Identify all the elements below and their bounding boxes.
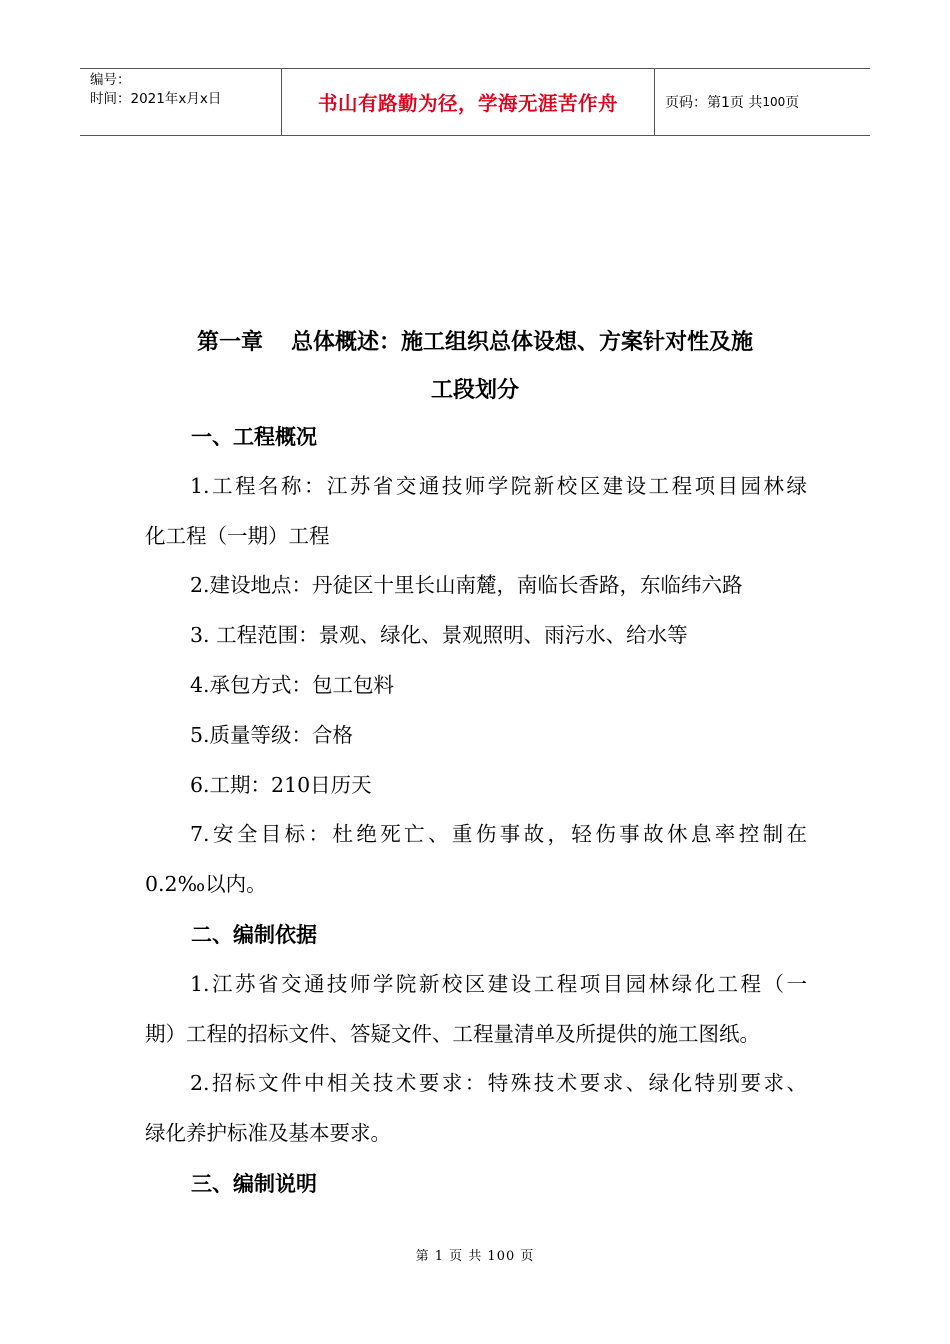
paragraph-line: 1.工程名称：江苏省交通技师学院新校区建设工程项目园林绿	[190, 473, 807, 498]
paragraph-line: 绿化养护标准及基本要求。	[145, 1121, 391, 1146]
paragraph-line: 期）工程的招标文件、答疑文件、工程量清单及所提供的施工图纸。	[145, 1021, 760, 1046]
paragraph-line: 1.江苏省交通技师学院新校区建设工程项目园林绿化工程（一	[190, 971, 807, 996]
section-heading: 三、编制说明	[191, 1170, 317, 1196]
section-heading: 一、工程概况	[191, 424, 317, 449]
paragraph-line: 4.承包方式：包工包料	[190, 672, 395, 697]
chapter-title-line2: 工段划分	[430, 377, 519, 403]
section-heading: 二、编制依据	[191, 921, 317, 947]
chapter-title-line1	[145, 318, 805, 366]
paragraph-line: 2.招标文件中相关技术要求：特殊技术要求、绿化特别要求、	[190, 1071, 807, 1096]
header-table	[80, 68, 870, 136]
paragraph-line: 化工程（一期）工程	[145, 523, 330, 548]
paragraph-line: 7.安全目标：杜绝死亡、重伤事故，轻伤事故休息率控制在	[190, 822, 807, 847]
page-info-suffix: 页	[785, 95, 800, 111]
page-info-total: 100	[762, 95, 786, 109]
document-time-label: 时间：2021年x月x日	[90, 91, 222, 107]
paragraph-line: 6.工期：210日历天	[190, 772, 372, 797]
page-footer: 第 1 页 共 100 页	[415, 1249, 535, 1264]
paragraph-line: 2.建设地点：丹徒区十里长山南麓，南临长香路，东临纬六路	[190, 573, 743, 598]
document-body	[145, 412, 807, 1209]
paragraph-line: 3. 工程范围：景观、绿化、景观照明、雨污水、给水等	[190, 623, 688, 648]
page-info-prefix: 页码：第1页 共	[665, 95, 763, 111]
paragraph-line: 5.质量等级：合格	[190, 722, 354, 747]
document-number-label: 编号：	[90, 72, 131, 88]
chapter-title	[145, 318, 805, 414]
header-motto: 书山有路勤为径，学海无涯苦作舟	[282, 69, 655, 135]
chapter-number: 第一章	[196, 329, 263, 355]
chapter-title-text: 总体概述：施工组织总体设想、方案针对性及施	[291, 329, 754, 355]
paragraph-line: 0.2‰以内。	[145, 872, 267, 897]
header-meta	[80, 69, 282, 135]
header-page-info	[655, 69, 870, 135]
